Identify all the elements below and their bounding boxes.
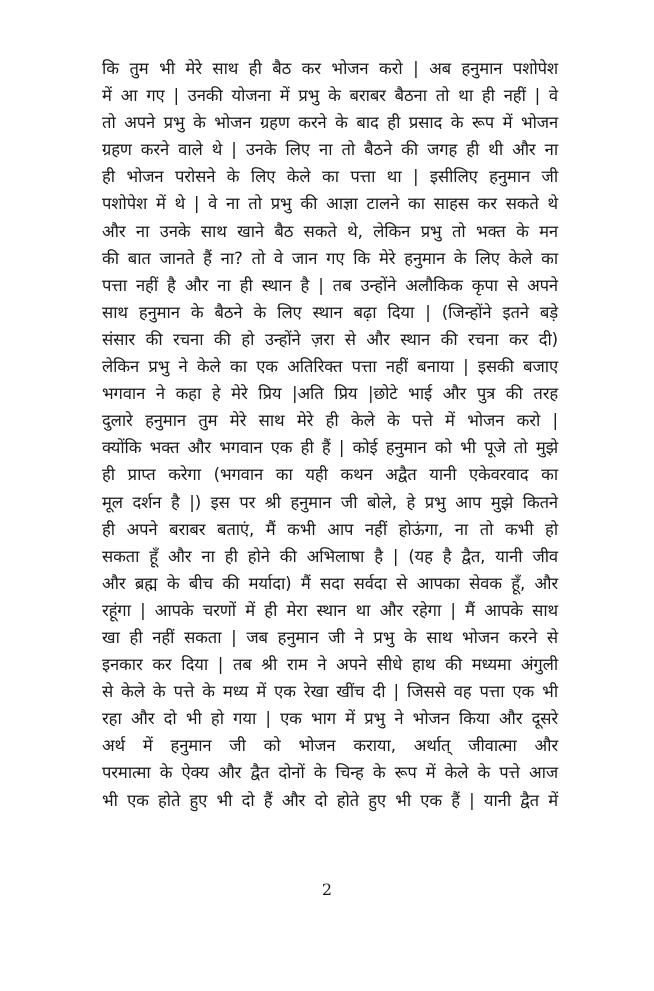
text-line: से केले के पत्ते के मध्य में एक रेखा खींच दी | जिससे वह पत्ता एक भी bbox=[102, 682, 558, 702]
page-number: 2 bbox=[321, 880, 333, 899]
text-line: पशोपेश में थे | वे ना तो प्रभु की आज्ञा टालने का साहस कर सकते थे bbox=[102, 194, 558, 214]
text-line: पत्ता नहीं है और ना ही स्थान है | तब उन्होंने अलौकिक कृपा से अपने bbox=[102, 275, 558, 295]
text-line: इनकार कर दिया | तब श्री राम ने अपने सीधे हाथ की मध्यमा अंगुली bbox=[102, 655, 558, 675]
text-line: दुलारे हनुमान तुम मेरे साथ मेरे ही केले के पत्ते में भोजन करो | bbox=[102, 411, 558, 431]
text-line: साथ हनुमान के बैठने के लिए स्थान बढ़ा दिया | (जिन्होंने इतने बड़े bbox=[102, 302, 558, 322]
text-line: खा ही नहीं सकता | जब हनुमान जी ने प्रभु के साथ भोजन करने से bbox=[102, 627, 558, 647]
body-text bbox=[102, 55, 558, 814]
text-line: रहूंगा | आपके चरणों में ही मेरा स्थान था और रहेगा | मैं आपके साथ bbox=[102, 600, 558, 620]
text-line: की बात जानते हैं ना? तो वे जान गए कि मेरे हनुमान के लिए केले का bbox=[102, 248, 558, 268]
text-line: ही भोजन परोसने के लिए केले का पत्ता था | इसीलिए हनुमान जी bbox=[102, 167, 558, 187]
text-line: ग्रहण करने वाले थे | उनके लिए ना तो बैठने की जगह ही थी और ना bbox=[102, 140, 558, 160]
text-line: में आ गए | उनकी योजना में प्रभु के बराबर बैठना तो था ही नहीं | वे bbox=[102, 86, 558, 106]
text-line: मूल दर्शन है |) इस पर श्री हनुमान जी बोले, हे प्रभु आप मुझे कितने bbox=[102, 492, 558, 512]
text-line: और ब्रह्म के बीच की मर्यादा) मैं सदा सर्वदा से आपका सेवक हूँ, और bbox=[102, 573, 558, 593]
text-line: सकता हूँ और ना ही होने की अभिलाषा है | (यह है द्वैत, यानी जीव bbox=[102, 546, 558, 566]
text-line: कि तुम भी मेरे साथ ही बैठ कर भोजन करो | अब हनुमान पशोपेश bbox=[102, 59, 558, 78]
text-line: भी एक होते हुए भी दो हैं और दो होते हुए भी एक हैं | यानी द्वैत में bbox=[102, 790, 558, 810]
text-line: और ना उनके साथ खाने बैठ सकते थे, लेकिन प्रभु तो भक्त के मन bbox=[102, 221, 558, 241]
text-line: क्योंकि भक्त और भगवान एक ही हैं | कोई हनुमान को भी पूजे तो मुझे bbox=[102, 438, 558, 458]
text-line: रहा और दो भी हो गया | एक भाग में प्रभु ने भोजन किया और दूसरे bbox=[102, 709, 558, 729]
text-line: भगवान ने कहा हे मेरे प्रिय |अति प्रिय |छोटे भाई और पुत्र की तरह bbox=[102, 384, 558, 404]
text-line: परमात्मा के ऐक्य और द्वैत दोनों के चिन्ह के रूप में केले के पत्ते आज bbox=[102, 763, 558, 783]
text-line: ही अपने बराबर बताएं, मैं कभी आप नहीं होऊंगा, ना तो कभी हो bbox=[102, 519, 558, 539]
text-line: संसार की रचना की हो उन्होंने ज़रा से और स्थान की रचना कर दी) bbox=[102, 329, 558, 349]
text-line: तो अपने प्रभु के भोजन ग्रहण करने के बाद ही प्रसाद के रूप में भोजन bbox=[102, 113, 558, 133]
text-line: अर्थ में हनुमान जी को भोजन कराया, अर्थात् जीवात्मा और bbox=[102, 736, 558, 756]
text-line: लेकिन प्रभु ने केले का एक अतिरिक्त पत्ता नहीं बनाया | इसकी बजाए bbox=[102, 357, 558, 377]
text-line: ही प्राप्त करेगा (भगवान का यही कथन अद्वैत यानी एकेवरवाद का bbox=[102, 465, 558, 485]
